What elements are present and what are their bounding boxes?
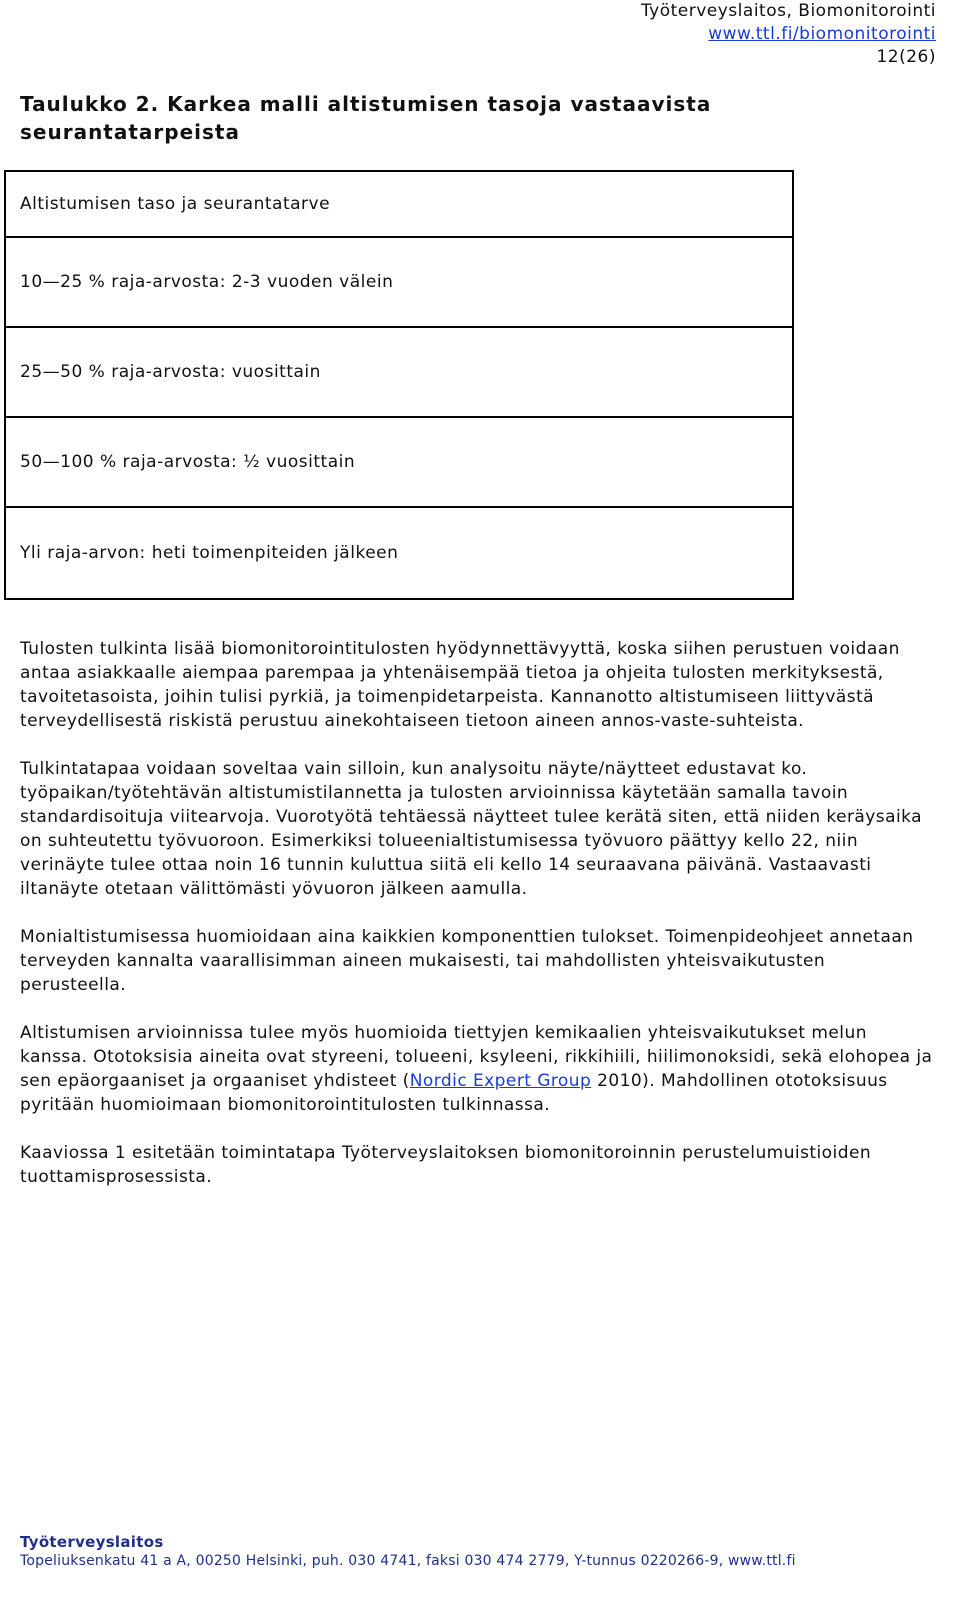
paragraph-multi-exposure: Monialtistumisessa huomioidaan aina kaikkien komponenttien tulokset. Toimenpideohjeet annetaan terveyden kannalta vaarallisimman aineen mukaisesti, tai mahdollisten yhteisvaikutusten perusteella. (20, 927, 914, 995)
paragraph-ototoxicity (20, 1021, 935, 1117)
table-row (6, 508, 792, 598)
page-footer (20, 1533, 940, 1571)
table-cell: 10—25 % raja-arvosta: 2-3 vuoden välein (20, 272, 394, 292)
table-header-cell: Altistumisen taso ja seurantatarve (20, 194, 331, 214)
nordic-expert-group-link[interactable]: Nordic Expert Group (409, 1071, 592, 1091)
paragraph-ototoxicity-text-end: 2010). Mahdollinen ototoksisuus pyritään huomioimaan biomonitorointitulosten tulkinnassa. (20, 1071, 888, 1115)
table-row (6, 418, 792, 508)
page-number: 12(26) (876, 47, 936, 67)
table-row (6, 328, 792, 418)
table-cell: Yli raja-arvon: heti toimenpiteiden jälkeen (20, 543, 399, 563)
table-header-row (6, 172, 792, 238)
page-header (641, 0, 936, 69)
footer-address: Topeliuksenkatu 41 a A, 00250 Helsinki, puh. 030 4741, faksi 030 474 2779, Y-tunnus 0220266-9, www.ttl.fi (20, 1553, 796, 1569)
table-cell: 25—50 % raja-arvosta: vuosittain (20, 362, 321, 382)
table-cell: 50—100 % raja-arvosta: ½ vuosittain (20, 452, 356, 472)
footer-org: Työterveyslaitos (20, 1533, 164, 1551)
table-row (6, 238, 792, 328)
paragraph-method: Tulkintatapaa voidaan soveltaa vain silloin, kun analysoitu näyte/näytteet edustavat ko. työpaikan/työtehtävän altistumistilannetta ja tulosten arvioinnissa käytetään samalla tavoin standardisoituja viitearvoja. Vuorotyötä tehtäessä näytteet tulee kerätä siten, että niiden keräysaika on suhteutettu työvuoroon. Esimerkiksi tolueenialtistumisessa työvuoro päättyy kello 22, niin verinäyte tulee ottaa noin 16 tunnin kuluttua siitä eli kello 14 seuraavana päivänä. Vastaavasti iltanäyte otetaan välittömästi yövuoron jälkeen aamulla. (20, 759, 923, 899)
header-org-line: Työterveyslaitos, Biomonitorointi (640, 1, 936, 21)
paragraph-interpretation: Tulosten tulkinta lisää biomonitorointitulosten hyödynnettävyyttä, koska siihen perustuen voidaan antaa asiakkaalle aiempaa parempaa ja yhtenäisempää tietoa ja ohjeita tulosten merkityksestä, tavoitetasoista, joihin tulisi pyrkiä, ja toimenpidetarpeista. Kannanotto altistumiseen liittyvästä terveydellisestä riskistä perustuu ainekohtaiseen tietoon aineen annos-vaste-suhteista. (20, 639, 900, 731)
body-text (20, 637, 935, 1213)
exposure-table (4, 170, 794, 600)
paragraph-diagram-intro: Kaaviossa 1 esitetään toimintatapa Työterveyslaitoksen biomonitoroinnin perustelumuistioiden tuottamisprosessista. (20, 1143, 872, 1187)
header-url-link[interactable]: www.ttl.fi/biomonitorointi (708, 24, 936, 44)
table-caption: Taulukko 2. Karkea malli altistumisen tasoja vastaavista seurantatarpeista (20, 92, 712, 144)
paragraph-ototoxicity-text-start: Altistumisen arvioinnissa tulee myös huomioida tiettyjen kemikaalien yhteisvaikutukset melun kanssa. Ototoksisia aineita ovat styreeni, tolueeni, ksyleeni, rikkihiili, hiilimonoksidi, sekä elohopea ja sen epäorgaaniset ja orgaaniset yhdisteet ( (20, 1023, 933, 1091)
